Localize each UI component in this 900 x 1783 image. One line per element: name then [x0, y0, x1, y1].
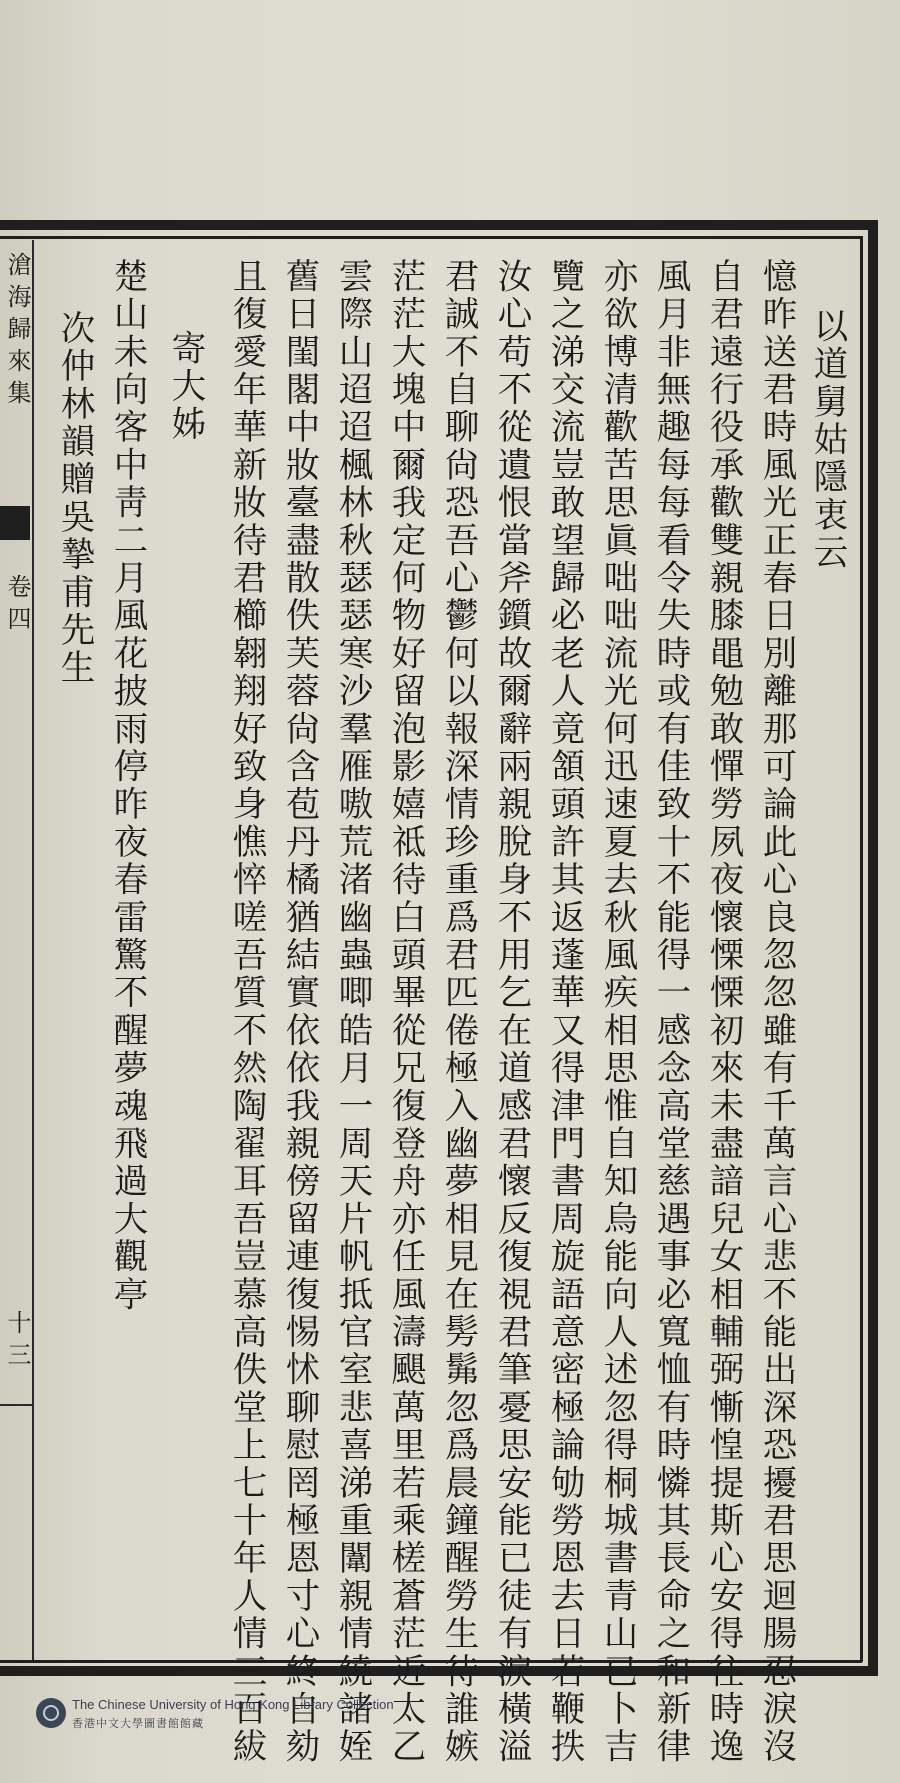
- gutter-fishtail-mark: [0, 506, 30, 540]
- gutter-page-rule: [0, 1404, 32, 1406]
- text-column: 覽之涕交流豈敢望歸必老人竟頷頭許其返蓬華又得津門書周旋語意密極論劬勞恩去日若鞭抶: [544, 258, 584, 1766]
- text-column: 亦欲博清歡苦思眞咄咄流光何迅速夏去秋風疾相思惟自知烏能向人述忽得桐城書青山已卜吉: [597, 258, 637, 1766]
- text-column: 茫茫大塊中爾我定何物好留泡影嬉祗待白頭畢從兄復登舟亦任風濤颶萬里若乘槎蒼茫近太乙: [385, 258, 425, 1766]
- inner-rule-right: [860, 236, 863, 1662]
- poem-title: 次仲林韻贈吳摯甫先生: [54, 310, 94, 687]
- volume-label: 卷四: [3, 574, 31, 638]
- text-column: 憶昨送君時風光正春日別離那可論此心良忽忽雖有千萬言心悲不能出深恐擾君思迴腸忍淚沒: [756, 258, 796, 1766]
- book-title: 滄海歸來集: [3, 252, 31, 412]
- text-column: 楚山未向客中靑二月風花披雨停昨夜春雷驚不醒夢魂飛過大觀亭: [107, 258, 147, 1314]
- poem-title: 寄大姊: [165, 330, 205, 444]
- library-credit-chinese: 香港中文大學圖書館館藏: [72, 1718, 204, 1730]
- gutter-rule: [32, 240, 34, 1660]
- text-column: 風月非無趣每每看令失時或有佳致十不能得一感念高堂慈遇事必寬恤有時憐其長命之和新律: [650, 258, 690, 1766]
- text-column: 君誠不自聊尙恐吾心鬱何以報深情珍重爲君匹倦極入幽夢相見在髣髴忽爲晨鐘醒勞生待誰嫉: [438, 258, 478, 1766]
- inner-rule-top: [0, 236, 862, 239]
- text-column: 且復愛年華新妝待君櫛翱翔好致身憔悴嗟吾質不然陶翟耳吾豈慕高佚堂上七十年人情三百紱: [226, 258, 266, 1766]
- text-column: 舊日閨閣中妝臺盡散佚芙蓉尙含苞丹橘猶結實依依我親傍留連復惕怵聊慰罔極恩寸心終自劾: [279, 258, 319, 1766]
- text-column: 雲際山迢迢楓林秋瑟瑟寒沙羣雁嗷荒渚幽蟲唧皓月一周天片帆抵官室悲喜涕重闈親情繞諸姪: [332, 258, 372, 1766]
- library-logo-icon: [36, 1698, 66, 1728]
- text-column: 自君遠行役承歡雙親膝黽勉敢憚勞夙夜懷慄慄初來未盡諳兒女相輔弼慚惶提斯心安得往時逸: [703, 258, 743, 1766]
- text-column: 汝心苟不從遺恨當斧鑕故爾辭兩親脫身不用乞在道感君懷反復視君筆憂思安能已徒有淚橫溢: [491, 258, 531, 1766]
- library-credit-english: The Chinese University of Hong Kong Library Collection: [72, 1697, 394, 1712]
- text-column: 以道舅姑隱衷云: [807, 308, 847, 572]
- page-number: 十三: [3, 1310, 31, 1374]
